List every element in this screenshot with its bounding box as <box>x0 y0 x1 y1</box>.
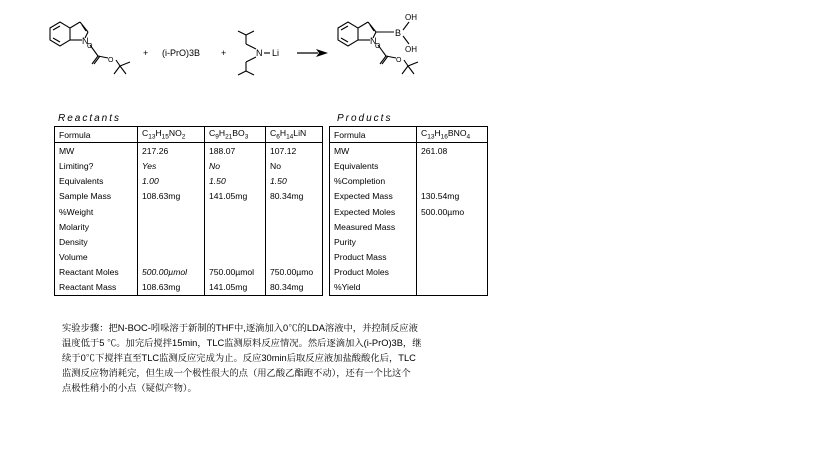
row-label: Limiting? <box>59 160 94 171</box>
cell-value: $C_{13}H_{16}BNO_4$ <box>417 127 488 143</box>
cell-value <box>417 174 488 189</box>
cell-value: 1.50 <box>205 174 266 189</box>
cell-value: 500.00µmo <box>417 204 488 219</box>
cell-value <box>417 265 488 280</box>
row-label: %Yield <box>334 282 361 293</box>
row-label: Expected Moles <box>334 206 396 217</box>
row-label: Reactant Moles <box>59 267 119 278</box>
cell-value <box>266 250 323 265</box>
table-row <box>55 127 323 143</box>
table-row <box>55 204 323 219</box>
reactants-title: Reactants <box>58 113 122 124</box>
cell-value: 1.00 <box>138 174 205 189</box>
products-table <box>329 126 488 296</box>
cell-value: $C_9H_{21}BO_3$ <box>205 127 266 143</box>
cell-value <box>417 280 488 296</box>
row-label: Molarity <box>59 221 90 232</box>
table-row <box>330 204 488 219</box>
cell-value: 80.34mg <box>266 189 323 204</box>
cell-value <box>417 158 488 173</box>
table-row <box>55 189 323 204</box>
cell-value: 141.05mg <box>205 280 266 296</box>
cell-value <box>266 204 323 219</box>
row-label: Volume <box>59 252 88 263</box>
oh-label: OH <box>405 45 417 54</box>
cell-value <box>266 234 323 249</box>
cell-value <box>138 219 205 234</box>
notes-line: 点极性稍小的小点（疑似产物）。 <box>62 383 197 393</box>
table-row <box>330 280 488 296</box>
reaction-arrow <box>297 49 328 57</box>
cell-value: 107.12 <box>266 143 323 159</box>
row-label: Formula <box>330 127 417 143</box>
row-label: Expected Mass <box>334 191 393 202</box>
table-row <box>55 250 323 265</box>
cell-value <box>266 219 323 234</box>
table-row <box>55 158 323 173</box>
plus-sign: + <box>143 48 149 58</box>
cell-value: $C_6H_{14}LiN$ <box>266 127 323 143</box>
cell-value <box>205 219 266 234</box>
cell-value <box>417 234 488 249</box>
table-row <box>55 265 323 280</box>
row-label: Measured Mass <box>334 221 396 232</box>
cell-value <box>138 234 205 249</box>
cell-value: Yes <box>138 158 205 173</box>
cell-value: No <box>205 158 266 173</box>
cell-value: 750.00µmol <box>205 265 266 280</box>
row-label: Product Moles <box>334 267 389 278</box>
table-row <box>55 280 323 296</box>
cell-value: No <box>266 158 323 173</box>
cell-value: 108.63mg <box>138 189 205 204</box>
notes-line: 续于0℃下搅拌直至TLC监测反应完成为止。反应30min后取反应液加盐酸酸化后，TLC <box>62 353 416 363</box>
table-row <box>330 219 488 234</box>
o-atom-label: O <box>108 57 114 64</box>
cell-value <box>205 234 266 249</box>
cell-value: 1.50 <box>266 174 323 189</box>
cell-value: 261.08 <box>417 143 488 159</box>
row-label: MW <box>334 145 350 156</box>
cell-value: $C_{13}H_{15}NO_2$ <box>138 127 205 143</box>
experimental-notes <box>62 321 492 396</box>
n-atom-label: N <box>82 36 89 46</box>
table-row <box>330 158 488 173</box>
lda-n-label: N <box>256 48 263 58</box>
row-label: Reactant Mass <box>59 282 117 293</box>
lda-structure <box>238 31 270 75</box>
cell-value <box>417 219 488 234</box>
notes-line: 监测反应物消耗完，但生成一个极性很大的点（用乙酸乙酯跑不动），还有一个比这个 <box>62 368 411 378</box>
table-row <box>55 143 323 159</box>
row-label: Purity <box>334 236 356 247</box>
cell-value: 217.26 <box>138 143 205 159</box>
cell-value <box>205 204 266 219</box>
table-row <box>330 234 488 249</box>
row-label: Formula <box>55 127 138 143</box>
row-label: MW <box>59 145 75 156</box>
reagent-borate-label: (i-PrO)3B <box>162 48 200 58</box>
table-row <box>330 265 488 280</box>
cell-value <box>138 250 205 265</box>
lda-li-label: Li <box>272 48 280 58</box>
cell-value: 141.05mg <box>205 189 266 204</box>
o-atom-label: O <box>396 57 402 64</box>
table-row <box>330 250 488 265</box>
cell-value: 500.00µmol <box>138 265 205 280</box>
row-label: Equivalents <box>334 160 379 171</box>
table-row <box>330 189 488 204</box>
reactants-table <box>54 126 323 296</box>
boron-label: B <box>395 28 402 38</box>
table-row <box>55 174 323 189</box>
table-row <box>330 143 488 159</box>
cell-value: 188.07 <box>205 143 266 159</box>
cell-value: 130.54mg <box>417 189 488 204</box>
cell-value: 750.00µmo <box>266 265 323 280</box>
products-title: Products <box>337 113 393 124</box>
cell-value <box>138 204 205 219</box>
row-label: %Weight <box>59 206 94 217</box>
row-label: Product Mass <box>334 252 387 263</box>
row-label: Sample Mass <box>59 191 112 202</box>
n-atom-label: N <box>370 36 377 46</box>
table-row <box>330 127 488 143</box>
table-row <box>330 174 488 189</box>
notes-line: 温度低于5 ℃。加完后搅拌15min，TLC监测原料反应情况。然后逐滴加入(i-PrO)3B，继 <box>62 338 422 348</box>
notes-line: 实验步骤：把N-BOC-吲哚溶于新制的THF中,逐滴加入0℃的LDA溶液中，并控制反应液 <box>62 323 418 333</box>
oh-label: OH <box>405 13 417 22</box>
plus-sign: + <box>221 48 227 58</box>
table-row <box>55 234 323 249</box>
cell-value: 108.63mg <box>138 280 205 296</box>
o-atom-label: O <box>375 43 381 50</box>
cell-value <box>417 250 488 265</box>
row-label: Density <box>59 236 88 247</box>
row-label: Equivalents <box>59 176 104 187</box>
cell-value <box>205 250 266 265</box>
cell-value: 80.34mg <box>266 280 323 296</box>
table-row <box>55 219 323 234</box>
o-atom-label: O <box>87 43 93 50</box>
row-label: %Completion <box>334 176 386 187</box>
reaction-scheme <box>0 0 819 110</box>
